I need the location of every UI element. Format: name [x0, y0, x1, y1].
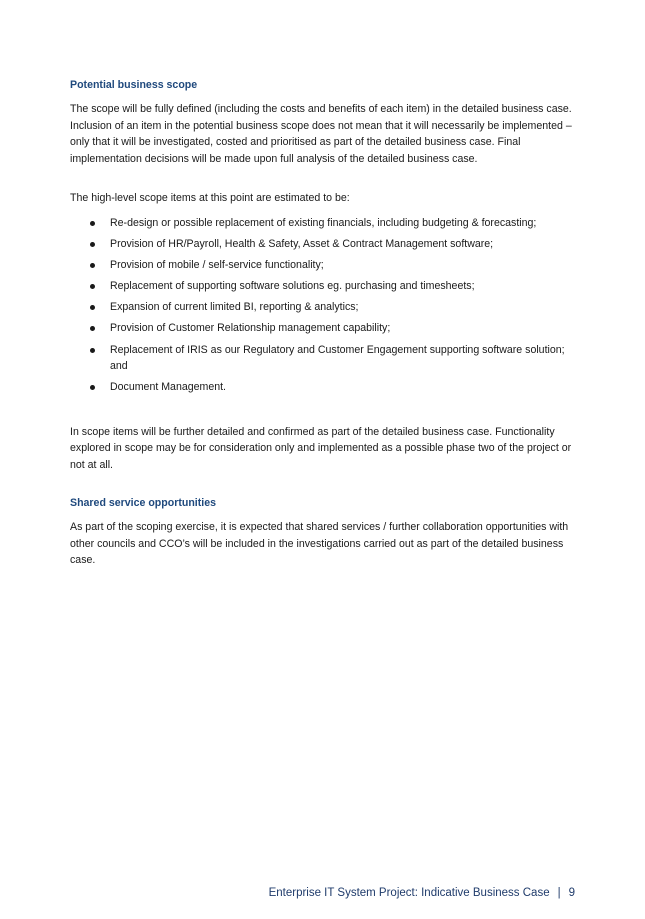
footer-document-title: Enterprise IT System Project: Indicative Business Case	[268, 887, 550, 899]
list-item-text: Expansion of current limited BI, reporting & analytics;	[110, 301, 359, 314]
bullet-icon	[90, 221, 95, 226]
page-footer	[0, 887, 575, 899]
list-item	[70, 342, 580, 375]
list-item-text: Provision of mobile / self-service functionality;	[110, 258, 324, 271]
spacer	[70, 167, 580, 190]
section-heading-shared-service-opportunities: Shared service opportunities	[70, 497, 217, 509]
list-item-text: Replacement of supporting software solutions eg. purchasing and timesheets;	[110, 280, 475, 293]
section-heading-potential-business-scope: Potential business scope	[70, 79, 198, 91]
list-item-text: Re-design or possible replacement of existing financials, including budgeting & forecasting;	[110, 216, 537, 229]
list-item	[70, 299, 580, 316]
bullet-icon	[90, 263, 95, 268]
bullet-icon	[90, 305, 95, 310]
spacer	[70, 473, 580, 496]
footer-separator: |	[557, 887, 561, 899]
page-number: 9	[568, 887, 575, 899]
spacer	[70, 401, 580, 424]
bullet-icon	[90, 348, 95, 353]
scope-items-intro: The high-level scope items at this point are estimated to be:	[70, 192, 350, 204]
list-item	[70, 278, 580, 295]
bullet-icon	[90, 385, 95, 390]
spacer	[70, 207, 580, 215]
list-item-text: Provision of Customer Relationship management capability;	[110, 322, 391, 335]
bullet-icon	[90, 326, 95, 331]
list-item	[70, 257, 580, 274]
list-item	[70, 320, 580, 337]
list-item	[70, 236, 580, 253]
bullet-icon	[90, 242, 95, 247]
list-item-text: Document Management.	[110, 381, 227, 394]
in-scope-paragraph: In scope items will be further detailed and confirmed as part of the detailed business case. Functionality explored in scope may be for consideration only and implemented as a possible phase two of the project or not at all.	[70, 425, 572, 471]
bullet-icon	[90, 284, 95, 289]
list-item-text: Replacement of IRIS as our Regulatory and Customer Engagement supporting software solution; and	[110, 343, 565, 373]
scope-definition-paragraph: The scope will be fully defined (including the costs and benefits of each item) in the detailed business case. Inclusion of an item in the potential business scope does not mean that it will necessarily be implemented – only that it will be investigated, costed and prioritised as part of the detailed business case. Final implementation decisions will be made upon full analysis of the detailed business case.	[70, 103, 572, 165]
document-body	[70, 78, 580, 569]
list-item-text: Provision of HR/Payroll, Health & Safety, Asset & Contract Management software;	[110, 237, 494, 250]
list-item	[70, 379, 580, 396]
shared-services-paragraph: As part of the scoping exercise, it is expected that shared services / further collaboration opportunities with other councils and CCO’s will be included in the investigations carried out as part of the detailed business case.	[70, 521, 569, 566]
list-item	[70, 215, 580, 232]
scope-items-list	[70, 215, 580, 396]
